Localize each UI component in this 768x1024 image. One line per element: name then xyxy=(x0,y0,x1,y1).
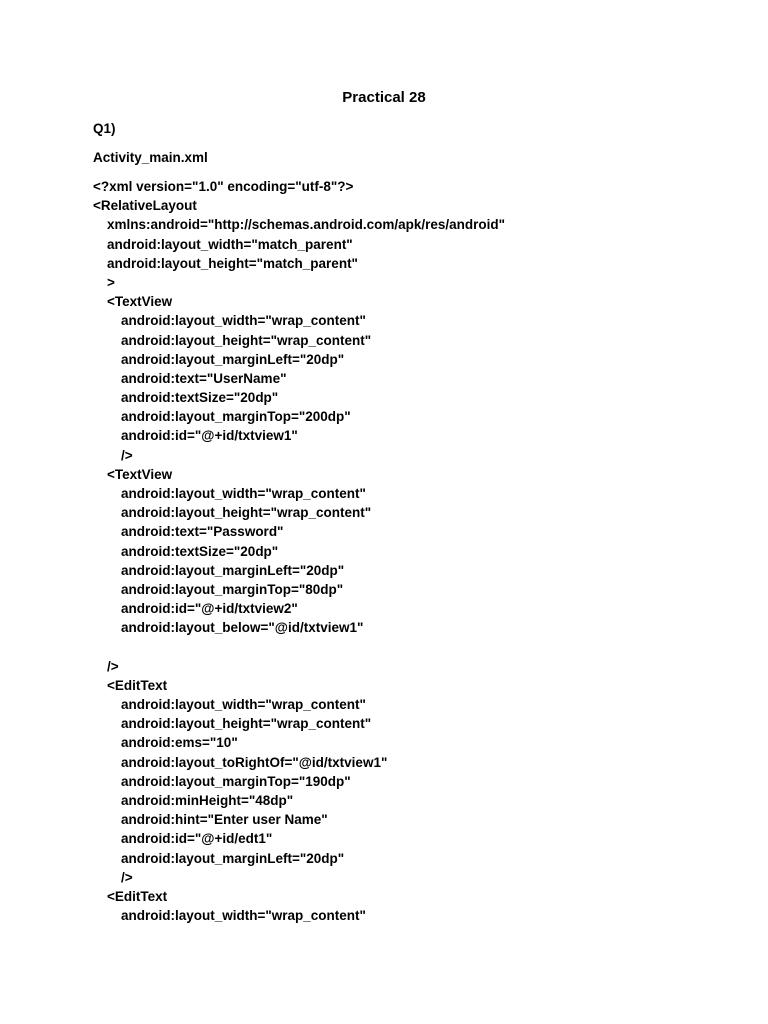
code-line: android:textSize="20dp" xyxy=(121,543,279,559)
code-line: android:layout_width="wrap_content" xyxy=(121,697,366,713)
code-line: <TextView xyxy=(107,466,173,482)
page-title: Practical 28 xyxy=(342,89,426,106)
code-line: xmlns:android="http://schemas.android.com/apk/res/android" xyxy=(107,217,506,233)
code-line: /> xyxy=(121,869,133,885)
code-line: android:layout_marginTop="80dp" xyxy=(121,581,344,597)
code-line: android:layout_width="match_parent" xyxy=(107,236,353,252)
code-line: android:id="@+id/txtview2" xyxy=(121,601,298,617)
code-line: android:layout_height="wrap_content" xyxy=(121,505,372,521)
code-line: android:layout_marginLeft="20dp" xyxy=(121,850,345,866)
code-line: <EditText xyxy=(107,677,168,693)
code-line: android:id="@+id/edt1" xyxy=(121,831,273,847)
code-line: android:text="UserName" xyxy=(121,370,287,386)
question-label: Q1) xyxy=(93,121,116,136)
code-line: <RelativeLayout xyxy=(93,198,197,214)
code-line: android:layout_width="wrap_content" xyxy=(121,486,366,501)
code-line: > xyxy=(107,274,115,290)
code-line: android:hint="Enter user Name" xyxy=(121,812,328,828)
code-line xyxy=(93,638,505,657)
code-line: android:text="Password" xyxy=(121,524,284,540)
code-line: <?xml version="1.0" encoding="utf-8"?> xyxy=(93,179,354,194)
code-line: android:ems="10" xyxy=(121,735,238,751)
code-line: <EditText xyxy=(107,888,168,904)
code-line: android:layout_height="wrap_content" xyxy=(121,716,372,732)
code-block xyxy=(93,177,505,925)
code-line: /> xyxy=(107,658,119,674)
code-line: android:layout_below="@id/txtview1" xyxy=(121,620,364,636)
code-line: android:textSize="20dp" xyxy=(121,390,279,406)
code-line: android:layout_marginTop="200dp" xyxy=(121,409,351,425)
code-line: android:layout_height="match_parent" xyxy=(107,255,358,271)
code-line: /> xyxy=(121,447,133,463)
code-line: android:layout_height="wrap_content" xyxy=(121,332,372,348)
file-name-label: Activity_main.xml xyxy=(93,150,208,165)
code-line: android:minHeight="48dp" xyxy=(121,793,294,808)
code-line: android:layout_marginTop="190dp" xyxy=(121,773,351,789)
code-line: android:layout_marginLeft="20dp" xyxy=(121,351,345,367)
code-line: android:layout_toRightOf="@id/txtview1" xyxy=(121,754,388,770)
code-line: android:id="@+id/txtview1" xyxy=(121,428,298,444)
code-line: android:layout_marginLeft="20dp" xyxy=(121,562,345,578)
code-line: android:layout_width="wrap_content" xyxy=(121,313,366,329)
code-line: android:layout_width="wrap_content" xyxy=(121,908,366,924)
code-line: <TextView xyxy=(107,294,173,310)
